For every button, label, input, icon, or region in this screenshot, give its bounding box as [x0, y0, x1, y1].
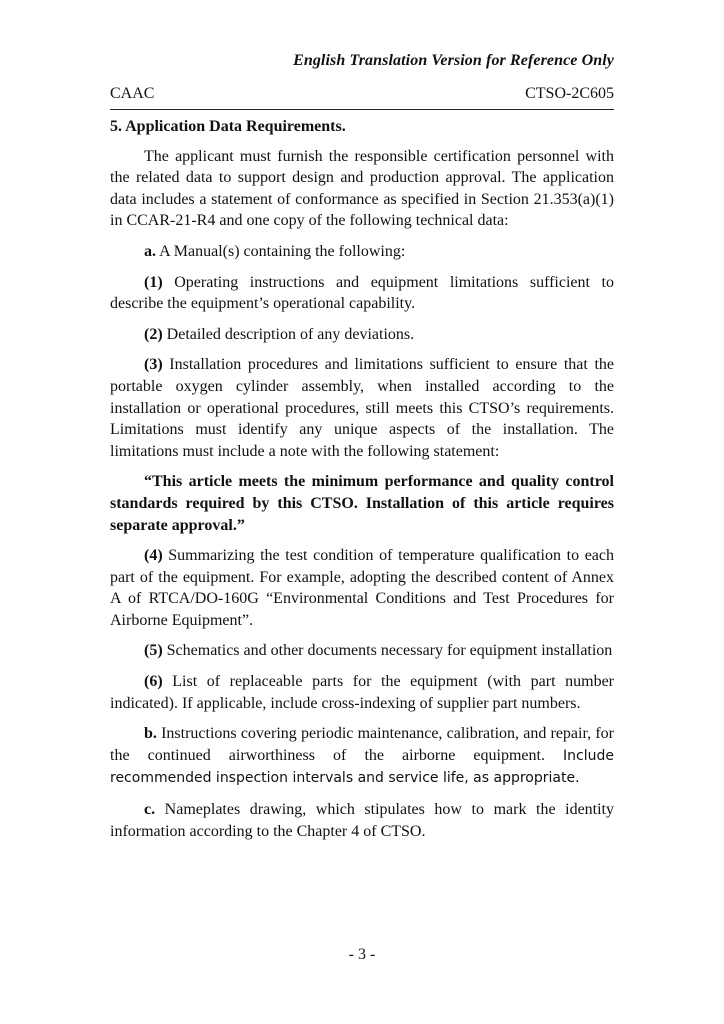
intro-paragraph: The applicant must furnish the responsible certification personnel with the related data to support design and production approval. The application data includes a statement of conformance as specified in Section 21.353(a)(1) in CCAR-21-R4 and one copy of the following technical data:	[110, 147, 614, 230]
section-title: 5. Application Data Requirements.	[110, 118, 346, 135]
page-header	[110, 85, 614, 103]
document-body	[110, 116, 614, 851]
item-a-text: A Manual(s) containing the following:	[156, 242, 406, 260]
item-4-lead: (4)	[144, 547, 163, 565]
item-a	[110, 241, 614, 263]
item-a-lead: a.	[144, 242, 156, 260]
item-5-text: Schematics and other documents necessary for equipment installation	[162, 642, 613, 660]
item-6-text: List of replaceable parts for the equipment (with part number indicated). If applicable, include cross-indexing of supplier part numbers.	[110, 673, 614, 712]
item-6-lead: (6)	[144, 673, 163, 691]
item-4	[110, 545, 614, 631]
item-3-text: Installation procedures and limitations sufficient to ensure that the portable oxygen cylinder assembly, when installed according to the installation or operational procedures, still meets this CTSO’s requirements. Limitations must identify any unique aspects of the installation. The limitations must include a note with the following statement:	[110, 356, 614, 460]
required-statement-quote: “This article meets the minimum performance and quality control standards required by this CTSO. Installation of this article requires separate approval.”	[110, 473, 614, 534]
item-b	[110, 723, 614, 790]
item-2-lead: (2)	[144, 325, 163, 343]
page-number: - 3 -	[348, 946, 376, 963]
item-c	[110, 799, 614, 842]
item-b-lead: b.	[144, 725, 157, 743]
item-1	[110, 272, 614, 315]
item-2-text: Detailed description of any deviations.	[162, 325, 415, 343]
item-c-lead: c.	[144, 801, 156, 819]
item-3	[110, 354, 614, 462]
item-1-text: Operating instructions and equipment limitations sufficient to describe the equipment’s operational capability.	[110, 273, 614, 313]
item-b-text-sans: Include recommended inspection intervals and service life, as appropriate.	[110, 747, 614, 787]
item-6	[110, 671, 614, 714]
item-5	[110, 640, 614, 662]
item-3-lead: (3)	[144, 356, 163, 374]
item-4-text: Summarizing the test condition of temperature qualification to each part of the equipment. For example, adopting the described content of Annex A of RTCA/DO-160G “Environmental Conditions and Test Procedures for Airborne Equipment”.	[110, 547, 614, 629]
header-doc-number: CTSO-2C605	[525, 85, 614, 102]
item-2	[110, 324, 614, 346]
item-c-text: Nameplates drawing, which stipulates how to mark the identity information according to the Chapter 4 of CTSO.	[110, 801, 614, 840]
header-org: CAAC	[110, 85, 155, 102]
item-1-lead: (1)	[144, 273, 163, 291]
item-5-lead: (5)	[144, 642, 163, 660]
header-rule	[110, 109, 614, 110]
item-b-text: Instructions covering periodic maintenance, calibration, and repair, for the continued airworthiness of the airborne equipment.	[110, 725, 614, 764]
translation-banner: English Translation Version for Reference Only	[293, 52, 614, 69]
